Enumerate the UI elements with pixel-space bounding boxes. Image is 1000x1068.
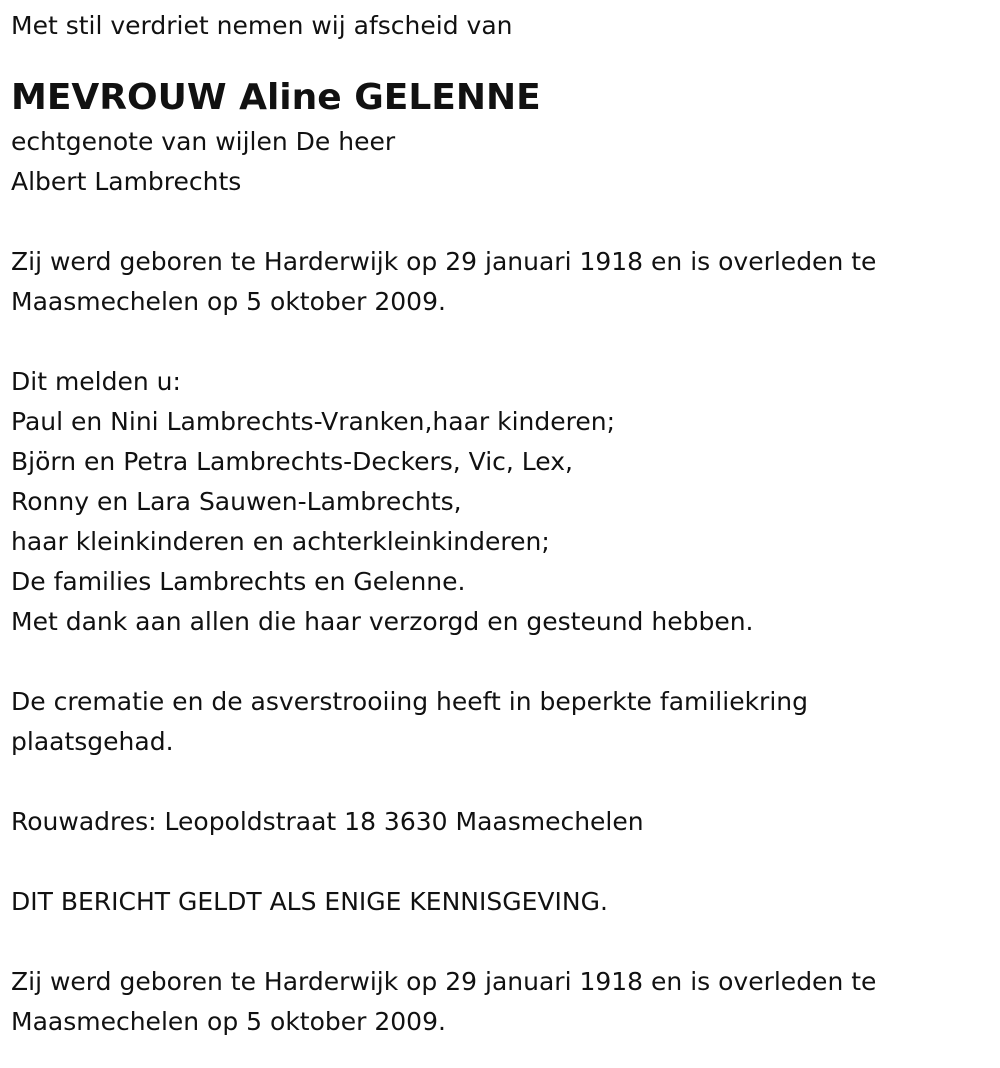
cremation-line-2: plaatsgehad.	[11, 727, 174, 756]
family-line: Ronny en Lara Sauwen-Lambrechts,	[11, 487, 462, 516]
spacer	[11, 202, 986, 242]
spouse-line-2: Albert Lambrechts	[11, 167, 242, 196]
spacer	[11, 642, 986, 682]
family-line: Paul en Nini Lambrechts-Vranken,haar kinderen;	[11, 407, 616, 436]
birth-death-repeat-line-1: Zij werd geboren te Harderwijk op 29 januari 1918 en is overleden te	[11, 967, 877, 996]
spacer	[11, 322, 986, 362]
birth-death-line-1: Zij werd geboren te Harderwijk op 29 januari 1918 en is overleden te	[11, 247, 877, 276]
family-line: haar kleinkinderen en achterkleinkinderen;	[11, 527, 550, 556]
mourning-address: Rouwadres: Leopoldstraat 18 3630 Maasmechelen	[11, 807, 644, 836]
official-notice: DIT BERICHT GELDT ALS ENIGE KENNISGEVING.	[11, 887, 608, 916]
family-line: Met dank aan allen die haar verzorgd en gesteund hebben.	[11, 607, 754, 636]
deceased-name: MEVROUW Aline GELENNE	[11, 77, 541, 118]
birth-death-repeat-line-2: Maasmechelen op 5 oktober 2009.	[11, 1007, 446, 1036]
birth-death-line-2: Maasmechelen op 5 oktober 2009.	[11, 287, 446, 316]
family-line: Björn en Petra Lambrechts-Deckers, Vic, Lex,	[11, 447, 573, 476]
obituary-document	[11, 6, 986, 1042]
spouse-line-1: echtgenote van wijlen De heer	[11, 127, 396, 156]
intro-line: Met stil verdriet nemen wij afscheid van	[11, 11, 513, 40]
cremation-line-1: De crematie en de asverstrooiing heeft in beperkte familiekring	[11, 687, 808, 716]
spacer	[11, 762, 986, 802]
spacer	[11, 922, 986, 962]
family-line: De families Lambrechts en Gelenne.	[11, 567, 466, 596]
spacer	[11, 842, 986, 882]
family-heading: Dit melden u:	[11, 367, 181, 396]
